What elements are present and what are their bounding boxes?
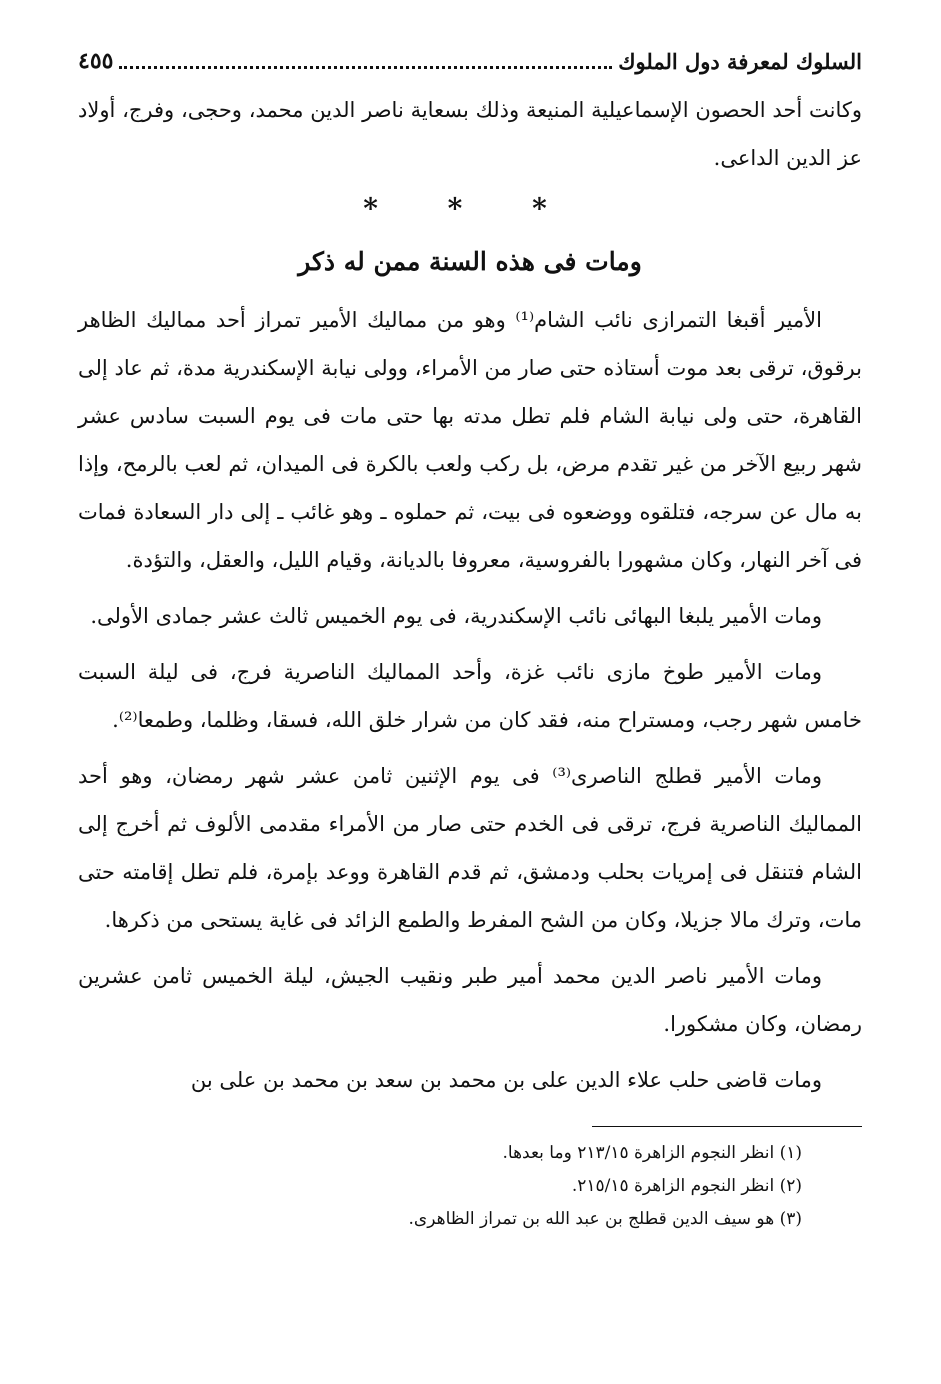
obituary-paragraph-5: ومات الأمير ناصر الدين محمد أمير طبر ونقيب الجيش، ليلة الخميس ثامن عشرين رمضان، وكان مشكورا. <box>78 964 862 1036</box>
header-leader-dots <box>119 54 612 69</box>
intro-paragraph: وكانت أحد الحصون الإسماعيلية المنيعة وذلك بسعاية ناصر الدين محمد، وحجى، وفرج، أولاد عز الدين الداعى. <box>78 98 862 170</box>
book-title: السلوك لمعرفة دول الملوك <box>618 48 862 74</box>
document-page <box>78 36 862 1236</box>
footnote-2: (٢) انظر النجوم الزاهرة ٢١٥/١٥. <box>571 1176 802 1196</box>
footnote-1: (١) انظر النجوم الزاهرة ٢١٣/١٥ وما بعدها. <box>502 1143 802 1163</box>
section-title: ومات فى هذه السنة ممن له ذكر <box>298 247 642 276</box>
footnote-divider <box>592 1126 862 1127</box>
obituary-paragraph-4: ومات الأمير قطلج الناصرى⁽³⁾ فى يوم الإثنين ثامن عشر شهر رمضان، وهو أحد المماليك الناصرية فرج، ترقى فى الخدم حتى صار من الأمراء مقدمى الألوف ثم أخرج إلى الشام فتنقل فى إمريات بحلب ودمشق، ثم قدم القاهرة ووعد بإمرة، فلم تطل إقامته حتى مات، وترك مالا جزيلا، وكان من الشح المفرط والطمع الزائد فى غاية يستحى من ذكرها. <box>78 764 862 932</box>
page-number: ٤٥٥ <box>78 48 114 74</box>
running-header <box>78 36 862 86</box>
obituary-paragraph-6: ومات قاضى حلب علاء الدين على بن محمد بن سعد بن محمد بن على بن <box>190 1068 822 1092</box>
obituary-paragraph-1: الأمير أقبغا التمرازى نائب الشام⁽¹⁾ وهو من مماليك الأمير تمراز أحد مماليك الظاهر برقوق، ترقى بعد موت أستاذه حتى صار من الأمراء، وولى نيابة الإسكندرية مدة، ثم عاد إلى القاهرة، حتى ولى نيابة الشام فلم تطل مدته بها حتى مات فى يوم السبت سادس عشر شهر ربيع الآخر من غير تقدم مرض، بل ركب ولعب بالكرة فى الميدان، ثم لعب بالرمح، وإذا به مال عن سرجه، فتلقوه ووضعوه فى بيت، ثم حملوه ـ وهو غائب ـ إلى دار السعادة فمات فى آخر النهار، وكان مشهورا بالفروسية، معروفا بالديانة، وقيام الليل، والعقل، والتؤدة. <box>78 308 862 572</box>
footnote-3: (٣) هو سيف الدين قطلج بن عبد الله بن تمراز الظاهرى. <box>408 1209 802 1229</box>
section-separator: * * * <box>363 192 577 225</box>
obituary-paragraph-3: ومات الأمير طوخ مازى نائب غزة، وأحد المماليك الناصرية فرج، فى ليلة السبت خامس شهر رجب، ومستراح منه، فقد كان من شرار خلق الله، فسقا، وظلما، وطمعا⁽²⁾. <box>78 660 862 732</box>
obituary-paragraph-2: ومات الأمير يلبغا البهائى نائب الإسكندرية، فى يوم الخميس ثالث عشر جمادى الأولى. <box>90 604 822 628</box>
